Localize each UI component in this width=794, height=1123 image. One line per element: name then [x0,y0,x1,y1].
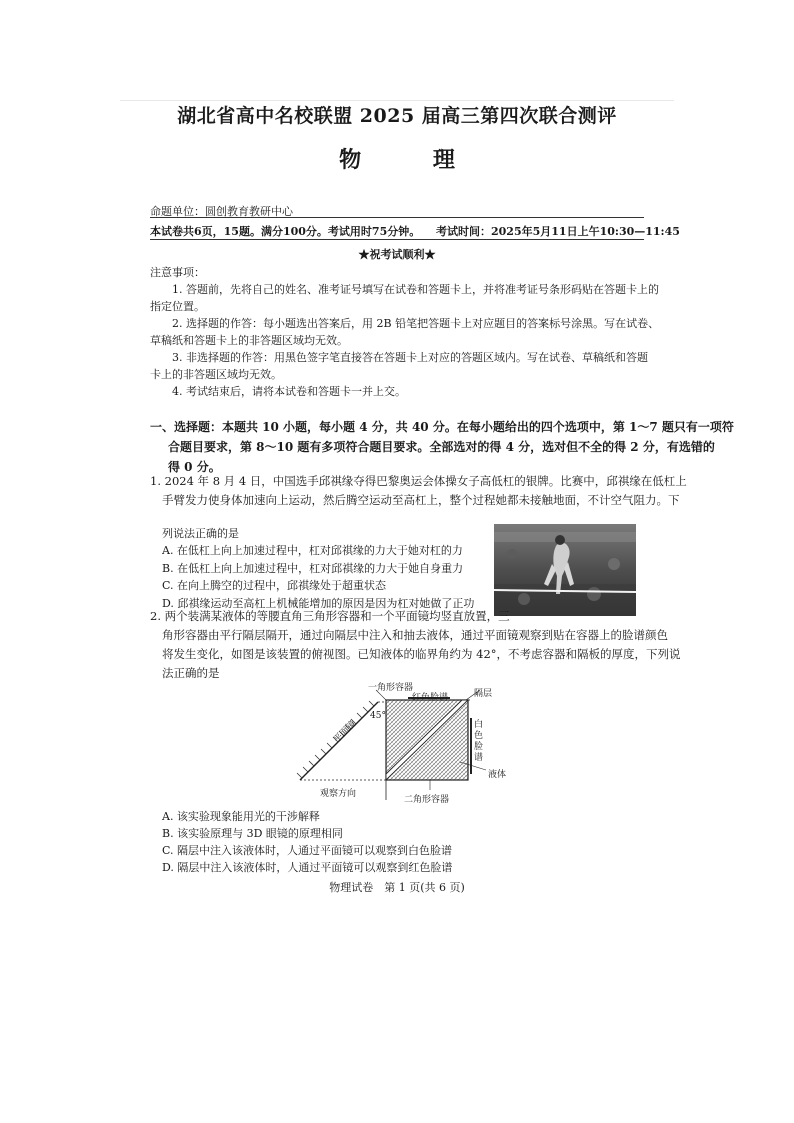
question-1-option-c: C. 在向上腾空的过程中，邱祺缘处于超重状态 [162,579,387,592]
label-layer: 隔层 [474,689,493,699]
label-angle: 45° [370,711,386,721]
question-2-line: 将发生变化，如图是该装置的俯视图。已知液体的临界角约为 42°，不考虑容器和隔板的厚度，下列说 [162,647,681,661]
section-heading: 一、选择题：本题共 10 小题，每小题 4 分，共 40 分。在每小题给出的四个选项中，第 1～7 题只有一项符 [150,420,734,434]
header-rule-top [150,217,644,218]
notice-line: 草稿纸和答题卡上的非答题区域均无效。 [150,334,348,347]
setter-line: 命题单位：圆创教育教研中心 [150,205,293,218]
question-2-line: 法正确的是 [162,666,220,680]
question-1-line: 列说法正确的是 [162,527,239,540]
question-2-line: 2. 两个装满某液体的等腰直角三角形容器和一个平面镜均竖直放置，三 [150,609,510,623]
page-footer: 物理试卷 第 1 页(共 6 页) [329,881,465,894]
notice-line: 1. 答题前，先将自己的姓名、准考证号填写在试卷和答题卡上，并将准考证号条形码贴在答题卡上的 [172,283,659,296]
label-view-direction: 观察方向 [320,789,357,799]
notice-heading: 注意事项： [150,266,205,279]
question-2-option-d: D. 隔层中注入该液体时，人通过平面镜可以观察到红色脸谱 [162,861,453,874]
notice-line: 指定位置。 [150,300,205,313]
subject-title: 物 理 [339,147,487,173]
label-liquid: 液体 [488,770,507,780]
notice-line: 2. 选择题的作答：每小题选出答案后，用 2B 铅笔把答题卡上对应题目的答案标号涂黑。写在试卷、 [172,317,660,330]
question-2-option-c: C. 隔层中注入该液体时，人通过平面镜可以观察到白色脸谱 [162,844,453,857]
label-triangle-1: 一角形容器 [368,683,414,693]
info-left: 本试卷共6页，15题。满分100分。考试用时75分钟。 [150,225,421,238]
question-1-option-a: A. 在低杠上向上加速过程中，杠对邱祺缘的力大于她对杠的力 [162,544,463,557]
question-1-line: 手臂发力使身体加速向上运动，然后腾空运动至高杠上，整个过程她都未接触地面，不计空气阻力。下 [162,493,680,507]
notice-line: 卡上的非答题区域均无效。 [150,368,282,381]
gymnast-photo [494,524,636,616]
question-2-option-a: A. 该实验现象能用光的干涉解释 [162,810,320,823]
wish-line: ★祝考试顺利★ [358,248,436,261]
question-2-line: 角形容器由平行隔层隔开，通过向隔层中注入和抽去液体，通过平面镜观察到贴在容器上的脸谱颜色 [162,628,668,642]
section-heading: 得 0 分。 [168,460,221,474]
notice-line: 3. 非选择题的作答：用黑色签字笔直接答在答题卡上对应的答题区域内。写在试卷、草稿纸和答题 [172,351,648,364]
label-white-mask: 白色脸谱 [474,720,484,763]
question-2-option-b: B. 该实验原理与 3D 眼镜的原理相同 [162,827,343,840]
label-red-mask: 红色脸谱 [412,693,449,703]
notice-line: 4. 考试结束后，请将本试卷和答题卡一并上交。 [172,385,406,398]
question-1-option-d: D. 邱祺缘运动至高杠上机械能增加的原因是因为杠对她做了正功 [162,597,475,610]
header-rule-bottom [150,239,644,240]
question-1-line: 1. 2024 年 8 月 4 日，中国选手邱祺缘夺得巴黎奥运会体操女子高低杠的银牌。比赛中，邱祺缘在低杠上 [150,474,687,488]
section-heading: 合题目要求，第 8～10 题有多项符合题目要求。全部选对的得 4 分，选对但不全的得 2 分，有选错的 [168,440,715,454]
label-triangle-2: 二角形容器 [404,795,450,805]
question-1-option-b: B. 在低杠上向上加速过程中，杠对邱祺缘的力大于她自身重力 [162,562,464,575]
label-mirror: 平面镜 [332,719,359,746]
info-right: 考试时间：2025年5月11日上午10:30—11:45 [436,225,680,238]
exam-title: 湖北省高中名校联盟 2025 届高三第四次联合测评 [177,105,617,127]
